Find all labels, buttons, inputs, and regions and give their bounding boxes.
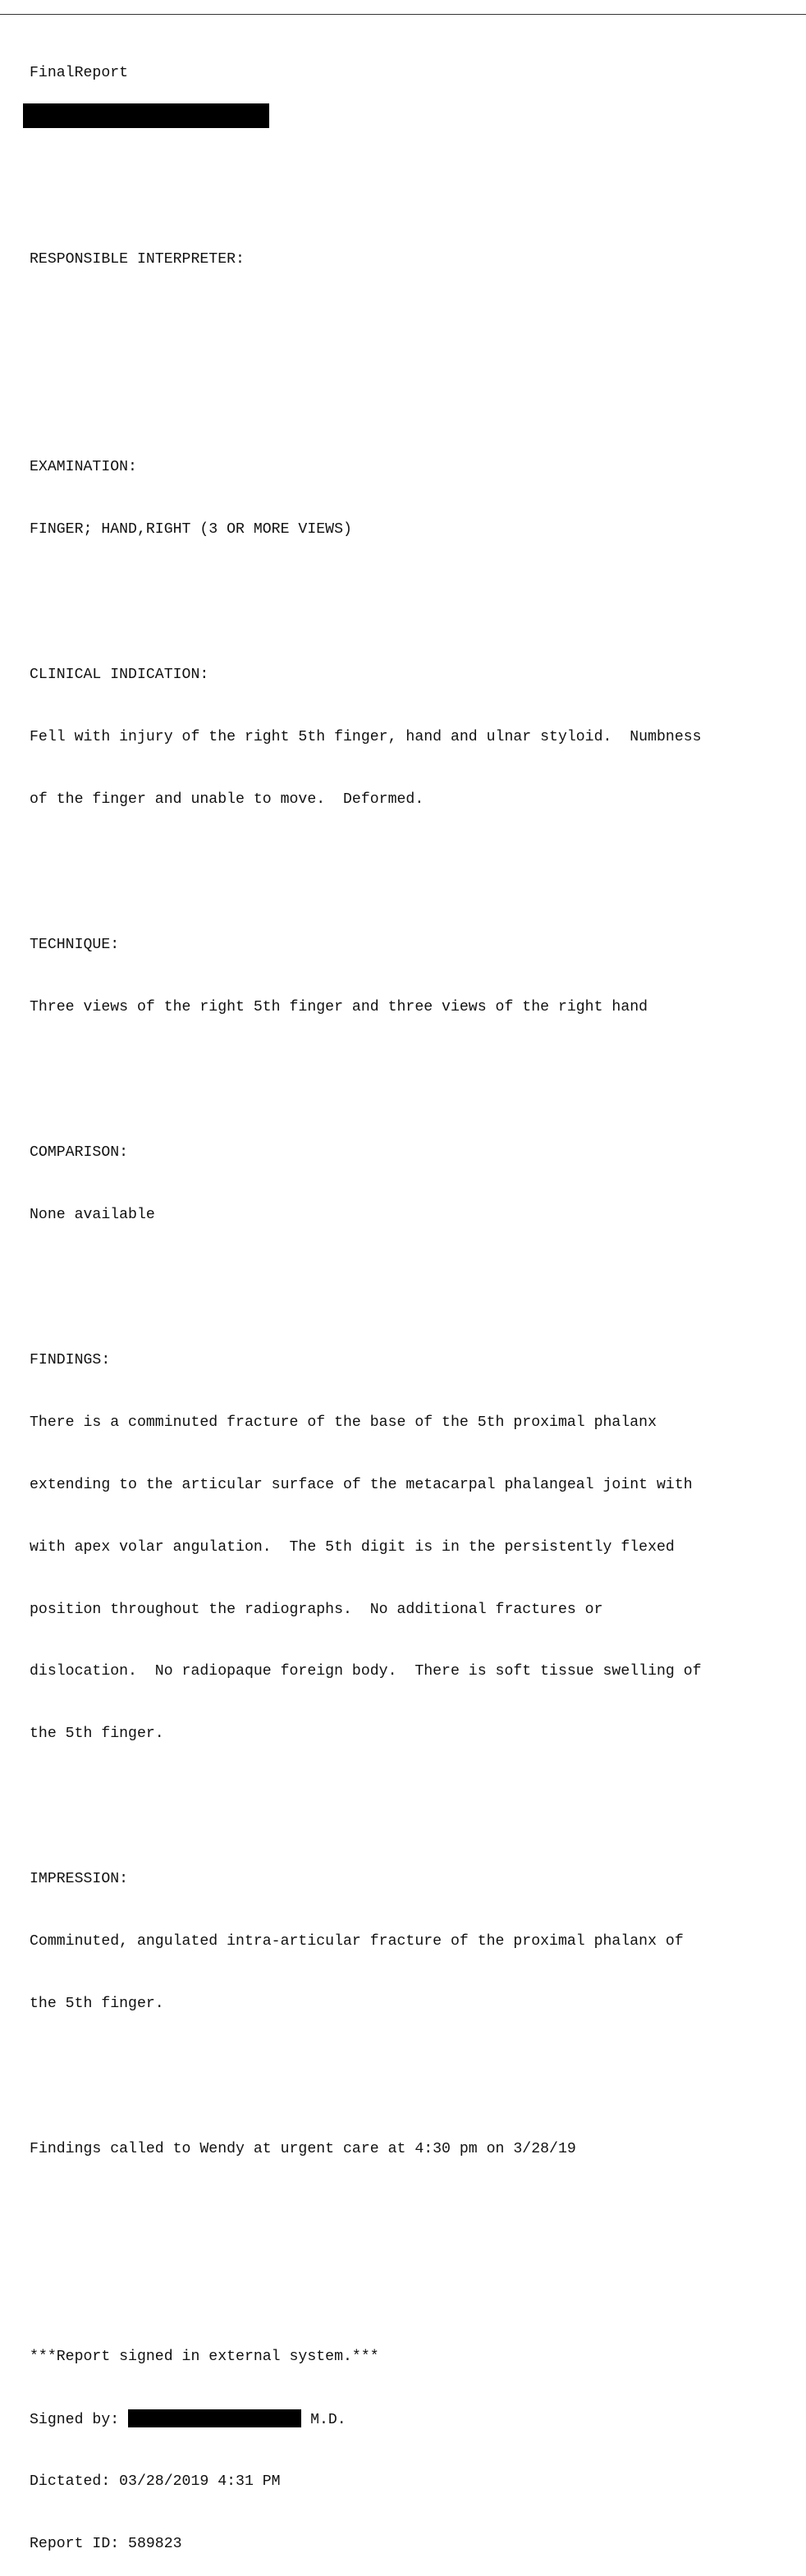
findings-called-note: Findings called to Wendy at urgent care at 4:30 pm on 3/28/19: [30, 2141, 576, 2158]
findings-line: dislocation. No radiopaque foreign body. There is soft tissue swelling of: [30, 1663, 702, 1680]
responsible-interpreter-heading: RESPONSIBLE INTERPRETER:: [30, 251, 245, 268]
clinical-indication-heading: CLINICAL INDICATION:: [30, 667, 209, 684]
signed-by-line: [30, 2409, 793, 2430]
comparison-text: None available: [30, 1206, 155, 1223]
findings-heading: FINDINGS:: [30, 1352, 111, 1368]
impression-line: Comminuted, angulated intra-articular fracture of the proximal phalanx of: [30, 1933, 684, 1950]
signer-name-redaction: [128, 2409, 301, 2427]
clinical-indication-line: of the finger and unable to move. Deformed.: [30, 791, 424, 808]
signed-by-suffix: M.D.: [310, 2412, 346, 2429]
findings-line: There is a comminuted fracture of the base of the 5th proximal phalanx: [30, 1414, 657, 1431]
impression-line: the 5th finger.: [30, 1996, 164, 2013]
signed-by-label: Signed by:: [30, 2412, 129, 2429]
technique-heading: TECHNIQUE:: [30, 937, 120, 954]
comparison-heading: COMPARISON:: [30, 1144, 129, 1162]
top-divider: [0, 14, 806, 15]
findings-line: with apex volar angulation. The 5th digit is in the persistently flexed: [30, 1538, 675, 1556]
signed-external-note: ***Report signed in external system.***: [30, 2349, 379, 2366]
findings-line: position throughout the radiographs. No additional fractures or: [30, 1601, 603, 1618]
impression-heading: IMPRESSION:: [30, 1871, 129, 1888]
report-status: FinalReport: [30, 64, 129, 81]
radiology-report: [30, 21, 793, 2576]
technique-text: Three views of the right 5th finger and three views of the right hand: [30, 998, 648, 1015]
findings-line: extending to the articular surface of the metacarpal phalangeal joint with: [30, 1476, 693, 1493]
findings-line: the 5th finger.: [30, 1726, 164, 1743]
examination-heading: EXAMINATION:: [30, 459, 137, 476]
examination-text: FINGER; HAND,RIGHT (3 OR MORE VIEWS): [30, 521, 352, 539]
report-id: Report ID: 589823: [30, 2535, 182, 2552]
dictated-line: Dictated: 03/28/2019 4:31 PM: [30, 2473, 281, 2491]
clinical-indication-line: Fell with injury of the right 5th finger, hand and ulnar styloid. Numbness: [30, 729, 702, 746]
